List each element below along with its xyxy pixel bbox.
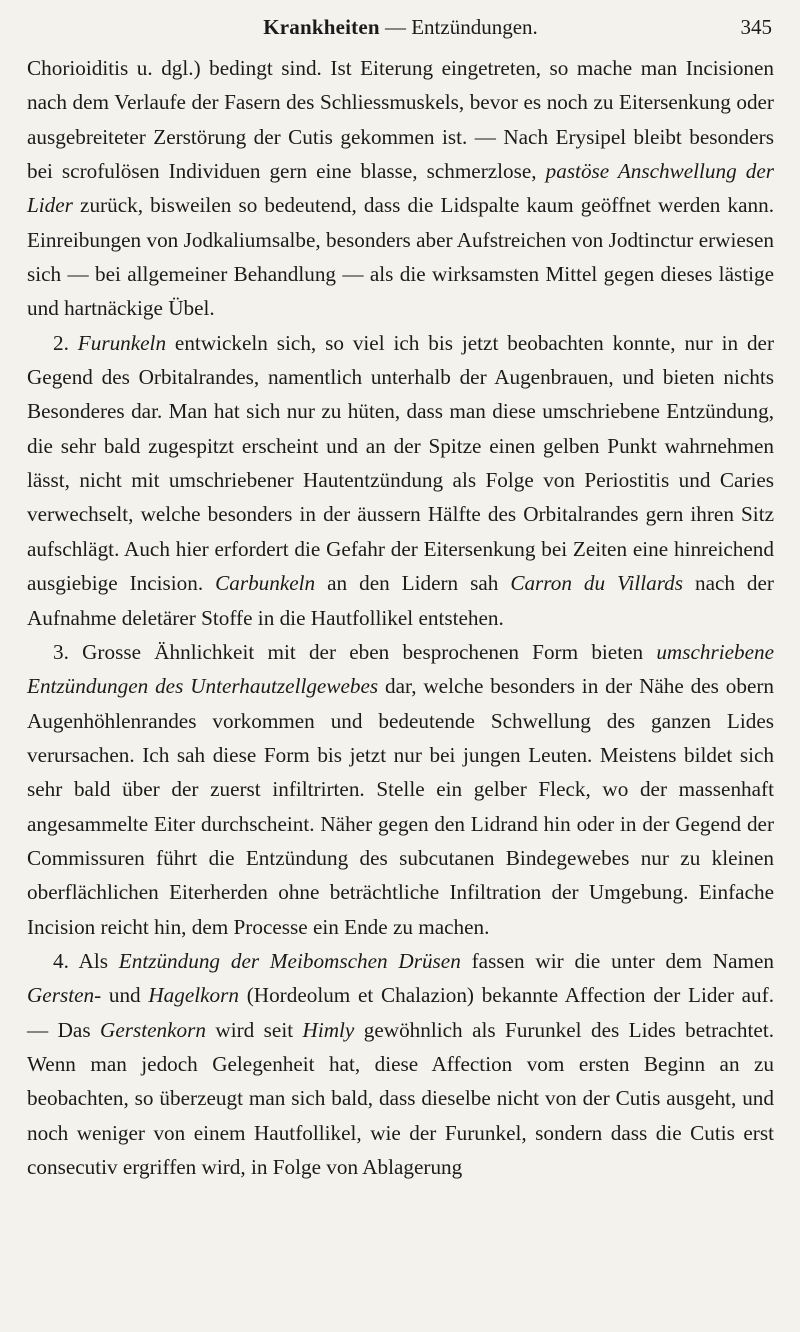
italic-text: Furunkeln [77,330,167,355]
text-run: 4. Als [53,948,119,973]
text-run: nach der Aufnahme deletärer Stoffe in die Hautfollikel entstehen. [27,571,774,630]
header-title-bold: Krankheiten [263,15,380,39]
text-run: (Hordeolum et Chalazion) bekannte Affection der Lider auf. — Das [27,983,774,1042]
italic-text: Gerstenkorn [100,1017,206,1042]
header-title-rest: — Entzündungen. [379,15,538,39]
text-run: wird seit [205,1017,303,1042]
text-run: entwickeln sich, so viel ich bis jetzt beobachten konnte, nur in der Gegend des Orbitalrandes, namentlich unterhalb der Augenbrauen, und bieten nichts Besonderes dar. Man hat sich nur zu hüten, dass man diese umschriebene Entzündung, die sehr bald zugespitzt erscheint und an der Spitze einen gelben Punkt wahrnehmen lässt, nicht mit umschriebener Hautentzündung als Folge von Periostitis und Caries verwechselt, welche besonders in der äussern Hälfte des Orbitalrandes gern ihren Sitz aufschlägt. Auch hier erfordert die Gefahr der Eitersenkung bei Zeiten eine hinreichend ausgiebige Incision. [27,330,774,596]
page-number: 345 [740,15,772,39]
body-text [27,51,774,1184]
paragraph [27,944,774,1184]
italic-text: Entzündung der Meibomschen Drüsen [118,948,461,973]
italic-text: Gersten- [27,983,102,1008]
text-run: und [101,983,149,1008]
text-run: zurück, bisweilen so bedeutend, dass die Lidspalte kaum geöffnet werden kann. Einreibungen von Jodkaliumsalbe, besonders aber Aufstreichen von Jodtinctur erwiesen sich — bei allgemeiner Behandlung — als die wirksamsten Mittel gegen dieses lästige und hartnäckige Übel. [27,193,774,321]
text-run: an den Lidern sah [315,571,511,596]
italic-text: Hagelkorn [148,983,239,1008]
text-run: 3. Grosse Ähnlichkeit mit der eben besprochenen Form bieten [53,639,657,664]
paragraph [27,51,774,326]
running-header [27,10,774,44]
italic-text: Carron du Villards [510,571,683,596]
text-run: fassen wir die unter dem Namen [460,948,774,973]
italic-text: pastöse Anschwellung der Lider [27,159,774,218]
text-run: gewöhnlich als Furunkel des Lides betrachtet. Wenn man jedoch Gelegenheit hat, diese Affection vom ersten Beginn an zu beobachten, so überzeugt man sich bald, dass dieselbe nicht von der Cutis ausgeht, und noch weniger von einem Hautfollikel, wie der Furunkel, sondern dass die Cutis erst consecutiv ergriffen wird, in Folge von Ablagerung [27,1017,775,1179]
paragraph [27,326,774,635]
paragraph [27,635,774,944]
italic-text: Himly [302,1017,355,1042]
italic-text: Carbunkeln [215,571,316,596]
text-run: Chorioiditis u. dgl.) bedingt sind. Ist Eiterung eingetreten, so mache man Incisionen nach dem Verlaufe der Fasern des Schliessmuskels, bevor es noch zu Eitersenkung oder ausgebreiteter Zerstörung der Cutis gekommen ist. — Nach Erysipel bleibt besonders bei scrofulösen Individuen gern eine blasse, schmerzlose, [27,56,774,184]
italic-text: umschriebene Entzündungen des Unterhautzellgewebes [27,639,774,699]
text-run: 2. [53,330,78,355]
header-title [263,15,538,39]
text-run: dar, welche besonders in der Nähe des obern Augenhöhlenrandes vorkommen und bedeutende Schwellung des ganzen Lides verursachen. Ich sah diese Form bis jetzt nur bei jungen Leuten. Meistens bildet sich sehr bald über der zuerst infiltrirten. Stelle ein gelber Fleck, wo der massenhaft angesammelte Eiter durchscheint. Näher gegen den Lidrand hin oder in der Gegend der Commissuren führt die Entzündung des subcutanen Bindegewebes nur zu kleinen oberflächlichen Eiterherden ohne beträchtliche Infiltration der Umgebung. Einfache Incision reicht hin, dem Processe ein Ende zu machen. [27,674,774,939]
